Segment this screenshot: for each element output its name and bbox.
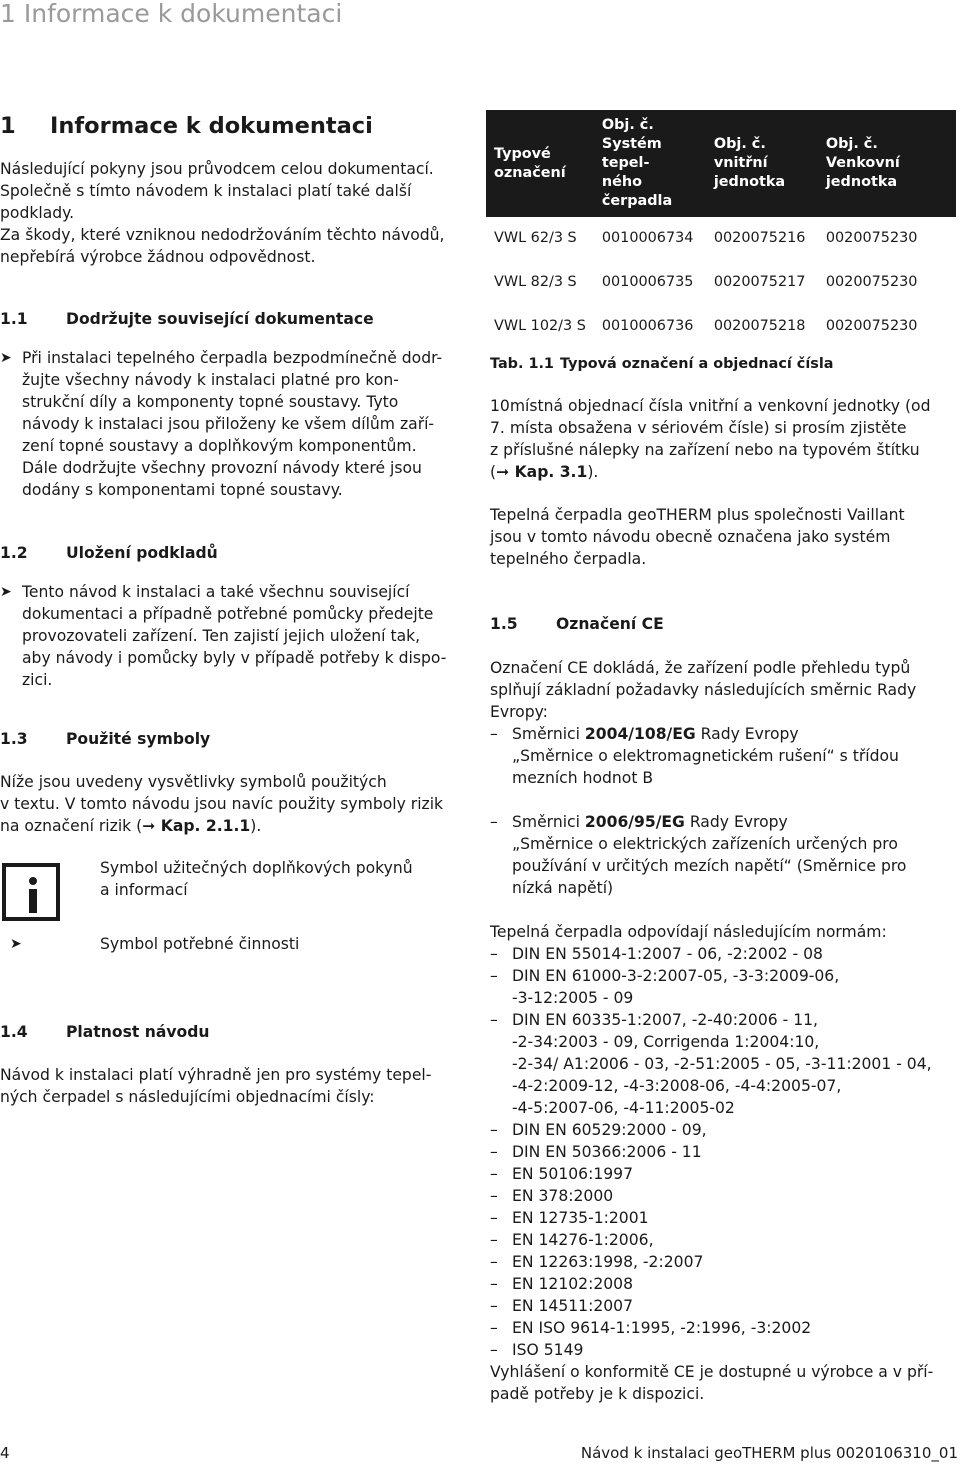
table-header-cell: Obj. č. vnitřní jednotka xyxy=(706,110,818,217)
info-symbol-row: Symbol užitečných doplňkových pokynů a informací xyxy=(0,857,470,931)
list-item: – DIN EN 55014-1:2007 - 06, -2:2002 - 08 xyxy=(490,945,823,963)
list-item: – EN 12263:1998, -2:2007 xyxy=(490,1253,704,1271)
cross-reference: ➞ Kap. 3.1 xyxy=(496,463,588,481)
table-header-cell: Typové označení xyxy=(486,110,594,217)
list-item: – DIN EN 60529:2000 - 09, xyxy=(490,1121,707,1139)
symbols-paragraph: Níže jsou uvedeny vysvětlivky symbolů použitých v textu. V tomto návodu jsou navíc použity symboly rizik na označení rizik (➞ Kap. 2.1.1). xyxy=(0,773,444,835)
action-arrow-icon: ➤ xyxy=(0,350,12,366)
section-1-3-heading: 1.3 Použité symboly xyxy=(0,730,211,748)
norms-list xyxy=(490,943,950,1361)
list-item: – ISO 5149 xyxy=(490,1341,584,1359)
action-symbol-row: ➤ Symbol potřebné činnosti xyxy=(10,935,300,953)
list-item: – DIN EN 60335-1:2007, -2-40:2006 - 11, -2-34:2003 - 09, Corrigenda 1:2004:10, -2-34/ A1:2006 - 03, -2-51:2005 - 05, -3-11:2001 - 04, -4-2:2009-12, -4-3:2008-06, -4-4:2005-07, -4-5:2007-06, -4-11:2005-02 xyxy=(490,1011,932,1117)
list-item: – DIN EN 61000-3-2:2007-05, -3-3:2009-06, -3-12:2005 - 09 xyxy=(490,967,840,1007)
directive-item: – Směrnici 2004/108/EG Rady Evropy „Směrnice o elektromagnetickém rušení“ s třídou mezních hodnot B xyxy=(490,725,899,787)
right-column xyxy=(490,110,950,1405)
section-title: Informace k dokumentaci xyxy=(50,113,373,139)
section-number: 1 xyxy=(0,113,16,139)
intro-paragraph: Následující pokyny jsou průvodcem celou dokumentací. Společně s tímto návodem k instalaci platí také další podklady. Za škody, které vzniknou nedodržováním těchto návodů, nepřebírá výrobce žádnou odpovědnost. xyxy=(0,160,445,266)
section-1-heading xyxy=(0,112,470,140)
naming-paragraph: Tepelná čerpadla geoTHERM plus společnosti Vaillant jsou v tomto návodu obecně označena jako systém tepelného čerpadla. xyxy=(490,506,905,568)
norms-intro: Tepelná čerpadla odpovídají následujícím normám: xyxy=(490,923,887,941)
list-item: – EN 12102:2008 xyxy=(490,1275,634,1293)
list-item: – EN 378:2000 xyxy=(490,1187,614,1205)
table-header-row xyxy=(486,110,956,217)
page-footer xyxy=(0,1442,960,1464)
order-number-table xyxy=(486,110,956,349)
table-header-cell: Obj. č. Venkovní jednotka xyxy=(818,110,956,217)
section-1-5-heading: 1.5 Označení CE xyxy=(490,615,664,633)
list-item: – EN 14276-1:2006, xyxy=(490,1231,654,1249)
action-arrow-icon: ➤ xyxy=(0,584,12,600)
cross-reference: ➞ Kap. 2.1.1 xyxy=(142,817,251,835)
action-step: ➤ Tento návod k instalaci a také všechnu související dokumentaci a případně potřebné pomůcky předejte provozovateli zařízení. Ten zajistí jejich uložení tak, aby návody i pomůcky byly v případě potřeby k dispo- zici. xyxy=(0,583,447,689)
list-item: – EN ISO 9614-1:1995, -2:1996, -3:2002 xyxy=(490,1319,812,1337)
table-caption: Tab. 1.1 Typová označení a objednací čísla xyxy=(490,356,834,372)
page-number: 4 xyxy=(0,1444,10,1462)
info-icon xyxy=(2,863,60,921)
table-header-cell: Obj. č. Systém tepel- ného čerpadla xyxy=(594,110,706,217)
running-header xyxy=(0,0,960,32)
section-1-2-heading: 1.2 Uložení podkladů xyxy=(0,544,218,562)
list-item: – EN 12735-1:2001 xyxy=(490,1209,649,1227)
action-arrow-icon: ➤ xyxy=(10,936,22,952)
ce-intro-paragraph: Označení CE dokládá, že zařízení podle přehledu typů splňují základní požadavky následujících směrnic Rady Evropy: xyxy=(490,659,917,721)
list-item: – EN 14511:2007 xyxy=(490,1297,634,1315)
list-item: – DIN EN 50366:2006 - 11 xyxy=(490,1143,702,1161)
table-row: VWL 62/3 S 0010006734 0020075216 0020075230 xyxy=(486,217,956,261)
conformity-paragraph: Vyhlášení o konformitě CE je dostupné u výrobce a v pří- padě potřeby je k dispozici. xyxy=(490,1363,934,1403)
document-id: Návod k instalaci geoTHERM plus 0020106310_01 xyxy=(580,1444,958,1462)
running-header-title: 1 Informace k dokumentaci xyxy=(0,0,343,28)
table-row: VWL 82/3 S 0010006735 0020075217 0020075230 xyxy=(486,261,956,305)
order-numbers-paragraph: 10místná objednací čísla vnitřní a venkovní jednotky (od 7. místa obsažena v sériovém čísle) si prosím zjistěte z příslušné nálepky na zařízení nebo na typovém štítku (➞ Kap. 3.1). xyxy=(490,397,931,481)
table-row: VWL 102/3 S 0010006736 0020075218 0020075230 xyxy=(486,305,956,349)
directive-item: – Směrnici 2006/95/EG Rady Evropy „Směrnice o elektrických zařízeních určených pro používání v určitých mezích napětí“ (Směrnice pro nízká napětí) xyxy=(490,813,907,897)
section-1-4-heading: 1.4 Platnost návodu xyxy=(0,1023,210,1041)
left-column xyxy=(0,112,470,1108)
action-step: ➤ Při instalaci tepelného čerpadla bezpodmínečně dodr- žujte všechny návody k instalaci platné pro kon- strukční díly a komponenty topné soustavy. Tyto návody k instalaci jsou přiloženy ke všem dílům zaří- zení topné soustavy a doplňkovým komponentům. Dále dodržujte všechny provozní návody které jsou dodány s komponentami topné soustavy. xyxy=(0,349,443,499)
list-item: – EN 50106:1997 xyxy=(490,1165,634,1183)
validity-paragraph: Návod k instalaci platí výhradně jen pro systémy tepel- ných čerpadel s následujícími objednacími čísly: xyxy=(0,1066,432,1106)
section-1-1-heading: 1.1 Dodržujte související dokumentace xyxy=(0,310,374,328)
